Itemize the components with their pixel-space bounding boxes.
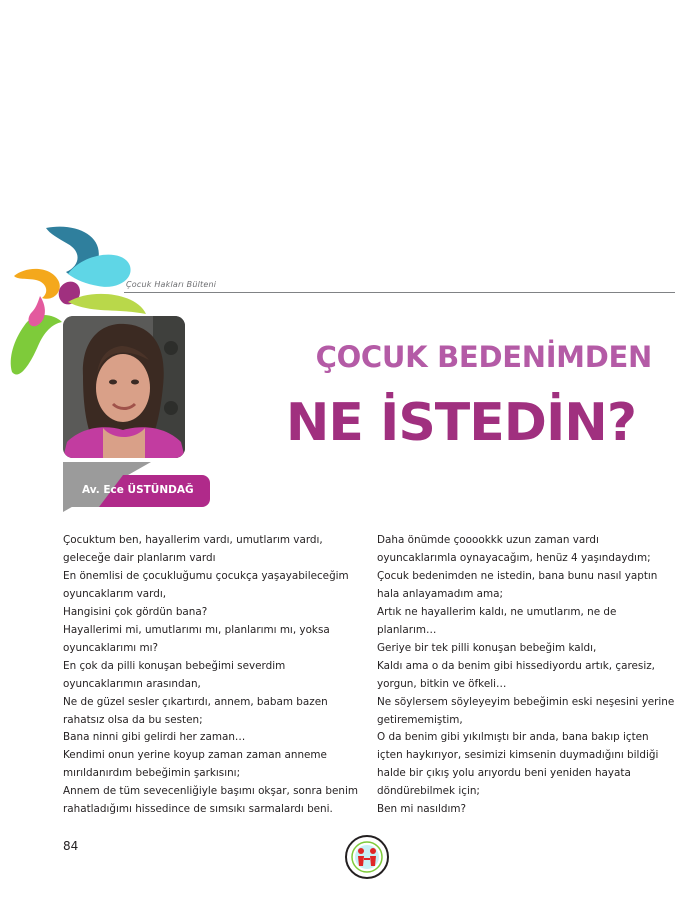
publication-label: Çocuk Hakları Bülteni xyxy=(126,280,217,289)
portrait-icon xyxy=(63,316,185,458)
poem-line: Daha önümde çooookkk uzun zaman vardı xyxy=(377,534,599,546)
poem-line: Ne söylersem söyleyeyim bebeğimin eski neşesini yerine xyxy=(377,695,675,708)
poem-line: En önemlisi de çocukluğumu çocukça yaşayabileceğim xyxy=(63,569,349,582)
poem-column-left xyxy=(63,532,365,819)
poem-line: Ben mi nasıldım? xyxy=(377,803,466,816)
title-line-1: ÇOCUK BEDENİMDEN xyxy=(315,340,652,374)
poem-line: En çok da pilli konuşan bebeğimi severdim xyxy=(63,659,286,672)
poem-line: rahatladığımı hissedince de sımsıkı sarmalardı beni. xyxy=(63,803,333,816)
poem-line: hala anlayamadım ama; xyxy=(377,587,503,600)
header-divider xyxy=(124,292,675,293)
poem-line: Annem de tüm sevecenliğiyle başımı okşar, sonra benim xyxy=(63,785,358,798)
organization-logo-icon xyxy=(344,834,390,880)
poem-line: Çocuktum ben, hayallerim vardı, umutlarım vardı, xyxy=(63,534,323,546)
poem-line: döndürebilmek için; xyxy=(377,785,480,798)
poem-column-right xyxy=(377,532,679,819)
title-line-2: NE İSTEDİN? xyxy=(285,393,636,453)
poem-line: oyuncaklarımla oynayacağım, henüz 4 yaşındaydım; xyxy=(377,551,651,564)
poem-line: yorgun, bitkin ve öfkeli… xyxy=(377,677,507,690)
page-number: 84 xyxy=(63,839,79,853)
poem-line: O da benim gibi yıkılmıştı bir anda, bana bakıp içten xyxy=(377,731,649,744)
poem-line: Çocuk bedenimden ne istedin, bana bunu nasıl yaptın xyxy=(377,569,658,582)
author-name: Av. Ece ÜSTÜNDAĞ xyxy=(82,484,194,496)
poem-line: oyuncaklarımı mı? xyxy=(63,641,159,654)
poem-line: rahatsız olsa da bu sesten; xyxy=(63,713,203,726)
poem-line: mırıldanırdım bebeğimin şarkısını; xyxy=(63,767,241,780)
poem-line: Kendimi onun yerine koyup zaman zaman anneme xyxy=(63,749,327,762)
poem-line: Hangisini çok gördün bana? xyxy=(63,605,208,618)
poem-line: planlarım… xyxy=(377,623,437,636)
poem-line: Artık ne hayallerim kaldı, ne umutlarım, ne de xyxy=(377,605,617,618)
poem-line: Kaldı ama o da benim gibi hissediyordu artık, çaresiz, xyxy=(377,659,655,672)
poem-line: içten haykırıyor, sesimizi kimsenin duymadığını bildiği xyxy=(377,749,659,762)
poem-line: getirememiştim, xyxy=(377,713,463,726)
poem-line: geleceğe dair planlarım vardı xyxy=(63,551,216,564)
poem-line: Bana ninni gibi gelirdi her zaman… xyxy=(63,731,246,744)
poem-line: oyuncaklarımın arasından, xyxy=(63,677,201,690)
poem-line: Hayallerimi mi, umutlarımı mı, planlarımı mı, yoksa xyxy=(63,623,330,636)
poem-line: Ne de güzel sesler çıkartırdı, annem, babam bazen xyxy=(63,695,328,708)
poem-line: oyuncaklarım vardı, xyxy=(63,587,167,600)
poem-line: Geriye bir tek pilli konuşan bebeğim kaldı, xyxy=(377,641,597,654)
poem-line: halde bir çıkış yolu arıyordu beni yeniden hayata xyxy=(377,767,631,780)
author-photo xyxy=(63,316,185,458)
